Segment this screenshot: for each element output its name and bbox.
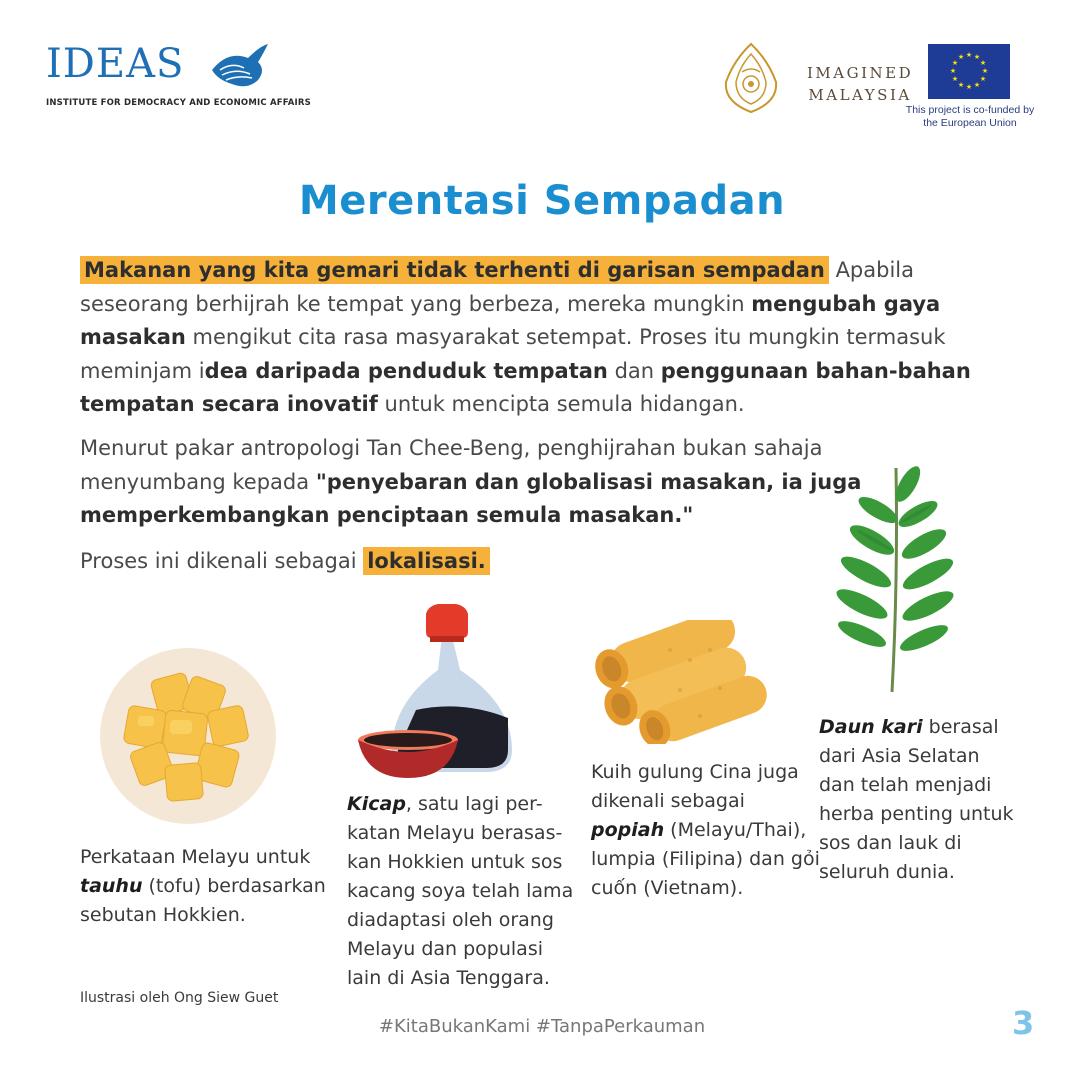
eu-flag-icon — [928, 44, 1010, 99]
intro-paragraph — [80, 254, 1000, 422]
intro-bold-2: dea daripada penduduk tempatan — [204, 358, 608, 383]
tofu-caption — [80, 843, 340, 930]
svg-text:★: ★ — [951, 59, 959, 67]
tofu-caption-text-2: (tofu) berdasarkan sebutan Hokkien. — [80, 875, 326, 926]
eu-caption-line-2: the European Union — [923, 117, 1017, 129]
svg-text:★: ★ — [957, 53, 965, 61]
intro-text-3: dan — [607, 358, 661, 383]
svg-text:★: ★ — [957, 81, 965, 89]
intro-bold-1: mengubah gaya masakan — [80, 291, 941, 349]
svg-text:★: ★ — [981, 67, 989, 75]
svg-text:★: ★ — [973, 53, 981, 61]
svg-text:★: ★ — [979, 59, 987, 67]
svg-text:★: ★ — [979, 75, 987, 83]
intro-text-4: untuk mencipta semula hidangan. — [377, 392, 745, 416]
svg-text:★: ★ — [951, 75, 959, 83]
imagined-malaysia-logo-text — [807, 62, 913, 106]
localisation-text: Proses ini dikenali sebagai — [80, 549, 364, 573]
illustration-credit: Ilustrasi oleh Ong Siew Guet — [80, 990, 279, 1006]
popiah-caption-text-2: (Melayu/Thai), lumpia (Filipina) dan gỏi cuốn (Vietnam). — [591, 819, 820, 899]
hashtags: #KitaBukanKami #TanpaPerkauman — [378, 1016, 706, 1037]
svg-text:★: ★ — [949, 67, 957, 75]
popiah-caption-term: popiah — [591, 819, 665, 841]
page-number: 3 — [1012, 1004, 1035, 1042]
quote-paragraph — [80, 432, 870, 533]
curry-leaf-caption — [819, 713, 1019, 887]
kicap-caption-term: Kicap — [347, 793, 406, 815]
intro-highlight: Makanan yang kita gemari tidak terhenti di garisan sempadan — [80, 256, 829, 284]
tofu-plate-illustration — [98, 646, 278, 826]
intro-text-2: mengikut cita rasa masyarakat setempat. Proses itu mungkin termasuk meminjam i — [80, 325, 946, 383]
intro-bold-3: penggunaan bahan-bahan tempatan secara inovatif — [80, 358, 971, 416]
curry-leaf-caption-term: Daun kari — [819, 716, 923, 738]
popiah-caption-text-1: Kuih gulung Cina juga dikenali sebagai — [591, 761, 799, 812]
imagined-malaysia-emblem-icon — [720, 42, 782, 114]
quote-text-1: Menurut pakar antropologi Tan Chee-Beng, penghijrahan bukan sahaja menyumbang kepada — [80, 436, 823, 494]
page-title: Merentasi Sempadan — [298, 178, 786, 224]
svg-text:★: ★ — [965, 51, 973, 59]
soy-sauce-bottle-illustration — [352, 600, 532, 784]
ideas-bird-icon — [208, 40, 270, 92]
curry-leaf-caption-text: berasal dari Asia Selatan dan telah menjadi herba penting untuk sos dan lauk di seluruh dunia. — [819, 716, 1014, 883]
ideas-logo-text: IDEAS — [46, 41, 185, 87]
curry-leaf-illustration — [826, 462, 966, 698]
tofu-caption-text-1: Perkataan Melayu untuk — [80, 846, 311, 868]
tofu-caption-term: tauhu — [80, 875, 143, 897]
localisation-highlight: lokalisasi. — [363, 547, 490, 575]
quote-bold: "penyebaran dan globalisasi masakan, ia juga memperkembangkan penciptaan semula masakan." — [80, 469, 862, 527]
popiah-caption — [591, 758, 821, 903]
eu-caption-line-1: This project is co-funded by — [905, 104, 1035, 116]
svg-text:★: ★ — [965, 83, 973, 91]
spring-rolls-illustration — [580, 620, 770, 744]
kicap-caption-text: , satu lagi per-katan Melayu berasas-kan Hokkien untuk sos kacang soya telah lama diadaptasi oleh orang Melayu dan populasi lain di Asia Tenggara. — [347, 793, 574, 989]
kicap-caption — [347, 790, 577, 993]
intro-text-1: Apabila seseorang berhijrah ke tempat yang berbeza, mereka mungkin — [80, 258, 914, 316]
imagined-line-2: MALAYSIA — [808, 86, 912, 104]
eu-funding-caption — [880, 104, 1060, 130]
svg-text:★: ★ — [973, 81, 981, 89]
ideas-logo-subtitle: INSTITUTE FOR DEMOCRACY AND ECONOMIC AFFAIRS — [46, 98, 311, 108]
imagined-line-1: IMAGINED — [807, 64, 914, 82]
